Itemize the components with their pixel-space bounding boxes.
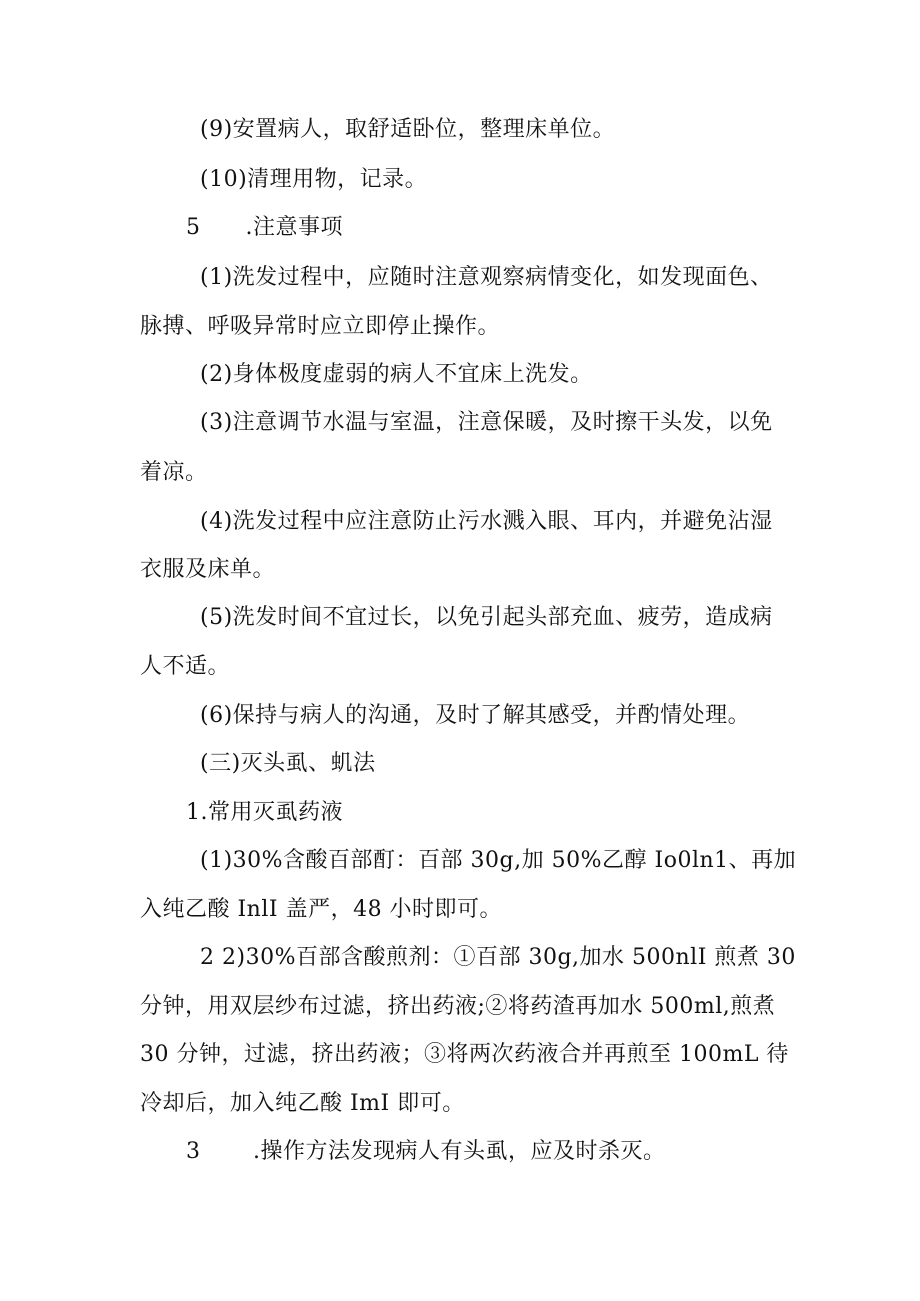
- step-10-text: (10)清理用物，记录。: [200, 167, 428, 192]
- note-2-text: (2)身体极度虚弱的病人不宜床上洗发。: [200, 362, 593, 387]
- note-5-continuation: 人不适。: [140, 654, 231, 679]
- note-3-text: (3)注意调节水温与室温，注意保暖，及时擦干头发，以免: [200, 410, 773, 435]
- remedy-2-text: 2 2)30%百部含酸煎剂：①百部 30g,加水 500nlI 煎煮 30: [200, 945, 796, 970]
- note-4-continuation: 衣服及床单。: [140, 557, 276, 582]
- subsection-3-text: 3 .操作方法发现病人有头虱，应及时杀灭。: [186, 1139, 666, 1164]
- note-6-text: (6)保持与病人的沟通，及时了解其感受，并酌情处理。: [200, 703, 751, 728]
- section-5-heading: 5 .注意事项: [186, 215, 343, 240]
- subsection-1-heading: 1.常用灭虱药液: [186, 800, 343, 825]
- note-5-text: (5)洗发时间不宜过长，以免引起头部充血、疲劳，造成病: [200, 605, 773, 630]
- note-4-text: (4)洗发过程中应注意防止污水溅入眼、耳内，并避免沾湿: [200, 509, 773, 534]
- remedy-2-line-3: 30 分钟，过滤，挤出药液；③将两次药液合并再煎至 100mL 待: [140, 1042, 789, 1067]
- note-3-continuation: 着凉。: [140, 460, 208, 485]
- remedy-1-text: (1)30%含酸百部酊：百部 30g,加 50%乙醇 Io0ln1、再加: [200, 848, 797, 873]
- remedy-1-continuation: 入纯乙酸 InlI 盖严，48 小时即可。: [140, 897, 503, 922]
- remedy-2-line-4: 冷却后，加入纯乙酸 ImI 即可。: [140, 1091, 465, 1116]
- note-1-text: (1)洗发过程中，应随时注意观察病情变化，如发现面色、: [200, 265, 773, 290]
- note-1-continuation: 脉搏、呼吸异常时应立即停止操作。: [140, 314, 501, 339]
- section-3-heading: (三)灭头虱、虮法: [200, 751, 376, 776]
- remedy-2-line-2: 分钟，用双层纱布过滤，挤出药液;②将药渣再加水 500ml,煎煮: [140, 994, 776, 1019]
- step-9-text: (9)安置病人，取舒适卧位，整理床单位。: [200, 117, 616, 142]
